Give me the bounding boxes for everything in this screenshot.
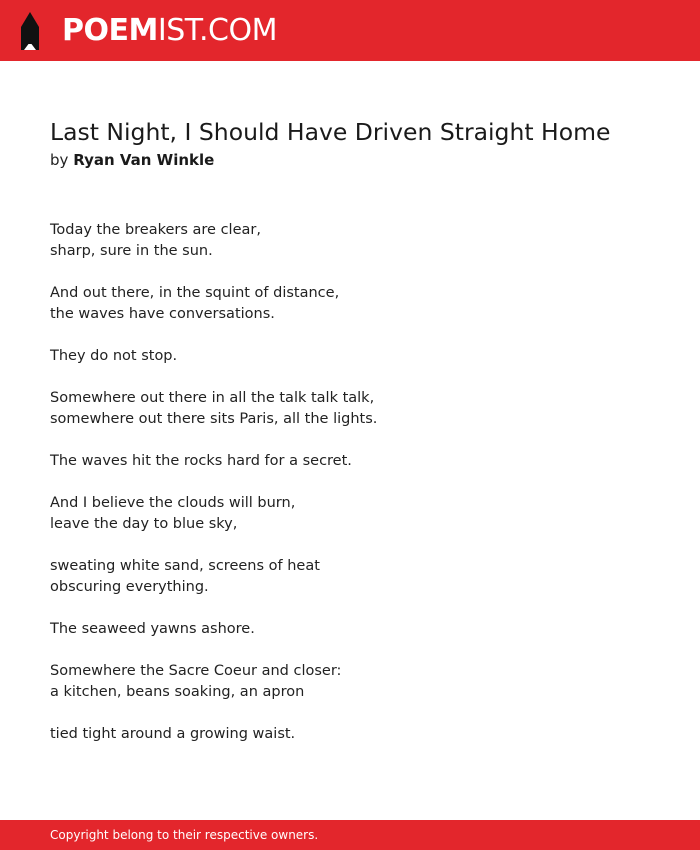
poem-stanza bbox=[50, 619, 650, 640]
poem-line: Somewhere out there in all the talk talk talk, bbox=[50, 390, 375, 406]
poem-byline bbox=[50, 150, 650, 170]
poem-stanza bbox=[50, 220, 650, 262]
poem-line: tied tight around a growing waist. bbox=[50, 726, 296, 742]
poem-stanza bbox=[50, 724, 650, 745]
poem-line: Today the breakers are clear, bbox=[50, 222, 261, 238]
logo-bold-text: POEM bbox=[62, 13, 158, 48]
poem-line: The seaweed yawns ashore. bbox=[50, 621, 255, 637]
pencil-nib-icon bbox=[18, 11, 42, 51]
poem-line: obscuring everything. bbox=[50, 579, 209, 595]
poem-stanza bbox=[50, 388, 650, 430]
poem-line: sharp, sure in the sun. bbox=[50, 243, 213, 259]
poem-line: And out there, in the squint of distance, bbox=[50, 285, 340, 301]
poem-line: sweating white sand, screens of heat bbox=[50, 558, 320, 574]
site-logo-link[interactable] bbox=[18, 10, 277, 52]
poem-line: leave the day to blue sky, bbox=[50, 516, 238, 532]
site-footer bbox=[0, 820, 700, 850]
poem-content bbox=[50, 116, 650, 766]
poem-line: They do not stop. bbox=[50, 348, 178, 364]
poem-line: The waves hit the rocks hard for a secret. bbox=[50, 453, 352, 469]
poem-title: Last Night, I Should Have Driven Straight Home bbox=[50, 118, 611, 146]
site-logo-text bbox=[62, 13, 277, 48]
poem-stanza bbox=[50, 451, 650, 472]
site-header bbox=[0, 0, 700, 61]
poem-stanza bbox=[50, 556, 650, 598]
poem-line: the waves have conversations. bbox=[50, 306, 275, 322]
poem-line: somewhere out there sits Paris, all the lights. bbox=[50, 411, 378, 427]
poem-line: Somewhere the Sacre Coeur and closer: bbox=[50, 663, 342, 679]
poem-body bbox=[50, 220, 650, 745]
poem-stanza bbox=[50, 493, 650, 535]
poem-line: And I believe the clouds will burn, bbox=[50, 495, 296, 511]
poem-line: a kitchen, beans soaking, an apron bbox=[50, 684, 305, 700]
poem-stanza bbox=[50, 346, 650, 367]
poem-stanza bbox=[50, 283, 650, 325]
byline-prefix: by bbox=[50, 151, 69, 169]
poem-stanza bbox=[50, 661, 650, 703]
poem-author: Ryan Van Winkle bbox=[73, 151, 215, 169]
footer-copyright: Copyright belong to their respective owners. bbox=[50, 828, 319, 842]
logo-light-text: IST.COM bbox=[157, 13, 277, 48]
